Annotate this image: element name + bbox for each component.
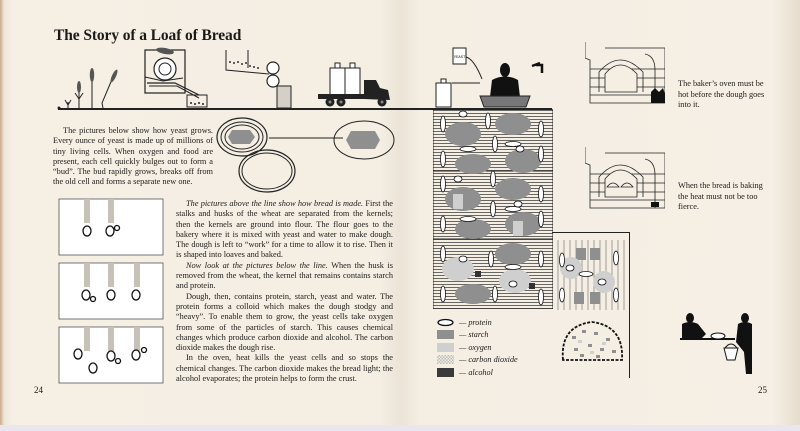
legend-label: — starch bbox=[459, 330, 489, 340]
main-article-text bbox=[176, 199, 393, 384]
yeast-budding-diagram bbox=[215, 115, 395, 195]
flour-mill-illustration bbox=[223, 48, 295, 110]
p3-text: Dough, then, contains protein, starch, yeast and water. The protein forms a colloid which makes the dough stodgy and “heavy”. To enable them to grow, the yeast cells take oxygen from some of the particles of starch. This causes chemical changes which produce carbon dioxide and alcohol. The carbon dioxide makes the dough rise. bbox=[176, 291, 393, 353]
baked-loaf-cross-section bbox=[560, 318, 625, 363]
legend-item-oxygen bbox=[437, 341, 518, 354]
legend-item-alcohol bbox=[437, 366, 518, 379]
yeast-packet-label: YEAST bbox=[453, 55, 466, 59]
dough-mixing-illustration bbox=[432, 45, 552, 109]
legend-label: — alcohol bbox=[459, 367, 493, 377]
dough-legend bbox=[437, 316, 518, 379]
legend-item-protein bbox=[437, 316, 518, 329]
oxygen-swatch-icon bbox=[437, 343, 454, 352]
legend-item-starch bbox=[437, 329, 518, 342]
baking-oven-illustration bbox=[585, 147, 665, 209]
yeast-growth-panels bbox=[58, 198, 166, 384]
legend-label: — oxygen bbox=[459, 342, 492, 352]
bread-shop-illustration bbox=[680, 312, 760, 377]
yeast-intro-text: The pictures below show how yeast grows. Every ounce of yeast is made up of millions of tiny living cells. When oxygen and food are present, each cell quickly bulges out to form a “bud”. The bud rapidly grows, breaks off from the old cell and forms a separate new one. bbox=[53, 126, 213, 187]
p2-italic: Now look at the pictures below the line. bbox=[186, 260, 328, 270]
oven-caption-hot: The baker’s oven must be hot before the dough goes into it. bbox=[678, 79, 765, 110]
p4-text: In the oven, heat kills the yeast cells and so stops the chemical changes. The carbon dioxide makes the bread light; the alcohol evaporates; the protein helps to form the crust. bbox=[176, 353, 393, 384]
dough-structure-diagram bbox=[433, 109, 553, 309]
legend-item-carbon-dioxide bbox=[437, 354, 518, 367]
legend-label: — protein bbox=[459, 317, 492, 327]
threshing-machine-illustration bbox=[135, 45, 210, 110]
hot-oven-illustration bbox=[585, 42, 665, 104]
carbon-dioxide-swatch-icon bbox=[437, 355, 454, 364]
oven-caption-baking: When the bread is baking the heat must not be too fierce. bbox=[678, 181, 763, 212]
page-title: The Story of a Loaf of Bread bbox=[54, 27, 242, 44]
page-number-left: 24 bbox=[34, 385, 43, 395]
p2-text: When the husk is removed from the wheat, the kernel that remains contains starch and protein. bbox=[176, 260, 393, 291]
yeast-intro-paragraph bbox=[53, 126, 213, 188]
p1-italic: The pictures above the line show how bread is made. bbox=[186, 199, 364, 208]
p1-text: First the stalks and husks of the wheat are separated from the kernels; then the kernels are ground into flour. The flour goes to the bakery where it is mixed with yeast and water to make dough. The dough is left to “work” for a time to allow it to rise. Then it is shaped into loaves and baked. bbox=[176, 199, 393, 260]
legend-label: — carbon dioxide bbox=[459, 355, 518, 365]
delivery-truck-illustration bbox=[316, 60, 396, 108]
page-number-right: 25 bbox=[758, 385, 767, 395]
alcohol-swatch-icon bbox=[437, 368, 454, 377]
starch-swatch-icon bbox=[437, 330, 454, 339]
protein-swatch-icon bbox=[437, 318, 454, 327]
wheat-plants-illustration bbox=[55, 65, 125, 111]
